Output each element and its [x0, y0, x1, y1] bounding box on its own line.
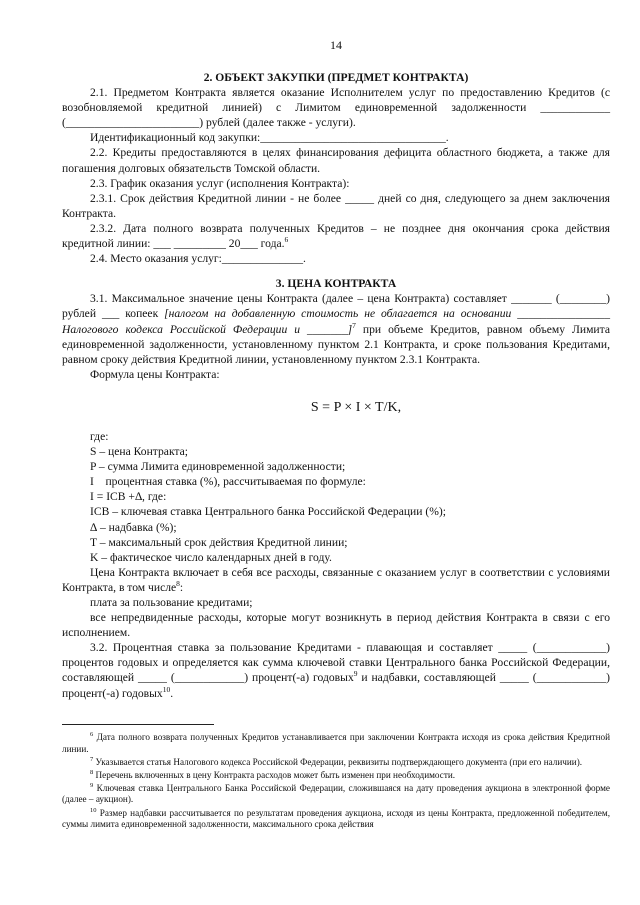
page-number: 14 [330, 38, 342, 52]
def-delta: ∆ – надбавка (%); [90, 520, 177, 534]
where-label: где: [90, 429, 109, 443]
clause-2-4: 2.4. Место оказания услуг:______________. [90, 252, 306, 266]
credit-fee-item: плата за пользование кредитами; [90, 596, 253, 609]
footnote: $^9$ Ключевая ставка Центрального Банка Российской Федерации, сложившаяся на дату проведения аукциона в электронной форме (далее – аукцион). [62, 781, 610, 805]
clause-3-1-text-a: 3.1. Максимальное значение цены Контракта (далее – цена Контракта) составляет _______ (________) рублей ___ копеек [62, 292, 610, 321]
footnote-ref-6[interactable]: 6 [284, 235, 289, 245]
clause-2-3-2 [62, 221, 610, 251]
footnote-ref-8[interactable]: 8 [176, 579, 180, 589]
clause-2-2: 2.2. Кредиты предоставляются в целях финансирования дефицита областного бюджета, а также для погашения долговых обязательств Томской области. [62, 146, 610, 175]
def-s: S – цена Контракта; [90, 445, 189, 459]
def-t: T – максимальный срок действия Кредитной линии; [90, 535, 348, 549]
def-i: I процентная ставка (%), рассчитываемая по формуле: [90, 475, 366, 489]
price-includes: Цена Контракта включает в себя все расходы, связанные с оказанием услуг в соответствии с условиями Контракта, в том числе$^8$: [62, 565, 610, 594]
formula-label: Формула цены Контракта: [90, 367, 220, 381]
clause-2-3: 2.3. График оказания услуг (исполнения Контракта): [90, 176, 350, 190]
clause-2-1: 2.1. Предметом Контракта является оказание Исполнителем услуг по предоставлению Кредитов (с возобновляемой кредитной линией) с Лимитом единовременной задолженности ____________ (_______________________) рублей (далее также - услуги). [62, 86, 610, 130]
footnote-ref-7[interactable]: 7 [352, 320, 356, 330]
footnote-separator [62, 724, 214, 725]
section-3-heading: 3. ЦЕНА КОНТРАКТА [275, 277, 397, 291]
clause-3-1 [62, 291, 610, 366]
footnote: $^8$ Перечень включенных в цену Контракта расходов может быть изменен при необходимости. [90, 768, 456, 780]
footnote: $^{10}$ Размер надбавки рассчитывается по результатам проведения аукциона, исходя из цены Контракта, предложенной победителем, суммы лимита единовременной задолженности, максимального срока действия [62, 806, 610, 830]
price-formula: S = P × I × T/K, [310, 399, 402, 415]
def-p: P – сумма Лимита единовременной задолженности; [90, 460, 346, 474]
footnote: $^6$ Дата полного возврата полученных Кредитов устанавливается при заключении Контракта исходя из срока действия Кредитной линии. [62, 730, 610, 754]
clause-3-2-text-a: 3.2. Процентная ставка за пользование Кредитами - плавающая и составляет _____ (____________) процентов годовых и определяется как сумма ключевой ставки Центрального банка Российской Федерации, составляющей _____ (____________) процент(-а) годовых [62, 641, 610, 685]
footnotes [62, 732, 610, 832]
footnote-ref-10[interactable]: 10 [162, 684, 171, 694]
footnote-ref-9[interactable]: 9 [353, 669, 358, 679]
document-body [62, 70, 610, 701]
def-icb: ICB – ключевая ставка Центрального банка Российской Федерации (%); [90, 505, 446, 519]
section-2-heading: 2. ОБЪЕКТ ЗАКУПКИ (ПРЕДМЕТ КОНТРАКТА) [203, 71, 469, 84]
def-k: K – фактическое число календарных дней в году. [90, 550, 332, 564]
clause-2-3-2-text: 2.3.2. Дата полного возврата полученных Кредитов – не позднее дня окончания срока действия кредитной линии: ___ _________ 20___ года. [62, 221, 610, 251]
clause-2-3-1: 2.3.1. Срок действия Кредитной линии - не более _____ дней со дня, следующего за днем заключения Контракта. [62, 191, 610, 220]
footnote: $^7$ Указывается статья Налогового кодекса Российской Федерации, реквизиты подтверждающего документа (при его наличии). [90, 755, 583, 767]
unforeseen-expenses-item: все непредвиденные расходы, которые могут возникнуть в период действия Контракта в связи с его исполнением. [62, 611, 610, 640]
def-i-formula: I = ICB +∆, где: [90, 490, 167, 504]
clause-3-1-text-b: при объеме Кредитов, равном объему Лимита единовременной задолженности, установленному пунктом 2.1 Контракта, и сроке пользования Кредитами, равном сроку действия Кредитной линии, установленному пунктом 2.3.1 Контракта. [62, 322, 610, 366]
clause-3-2: 3.2. Процентная ставка за пользование Кредитами - плавающая и составляет _____ (____________) процентов годовых и определяется как сумма ключевой ставки Центрального банка Российской Федерации, составляющей _____ (____________) процент(-а) годовых$^9$ и надбавки, составляющей _____ (____________) процент(-а) годовых$^{10}$. [62, 641, 610, 700]
price-includes-text: Цена Контракта включает в себя все расходы, связанные с оказанием услуг в соответствии с условиями Контракта, в том числе [62, 565, 610, 594]
clause-3-1-italic: [налогом на добавленную стоимость не облагается на основании ________________ Налогового кодекса Российской Федерации и _______] [62, 307, 610, 336]
procurement-id-code: Идентификационный код закупки:________________________________. [90, 131, 449, 145]
clause-3-2-text-b: и надбавки, составляющей _____ (____________) процент(-а) годовых [62, 671, 610, 700]
